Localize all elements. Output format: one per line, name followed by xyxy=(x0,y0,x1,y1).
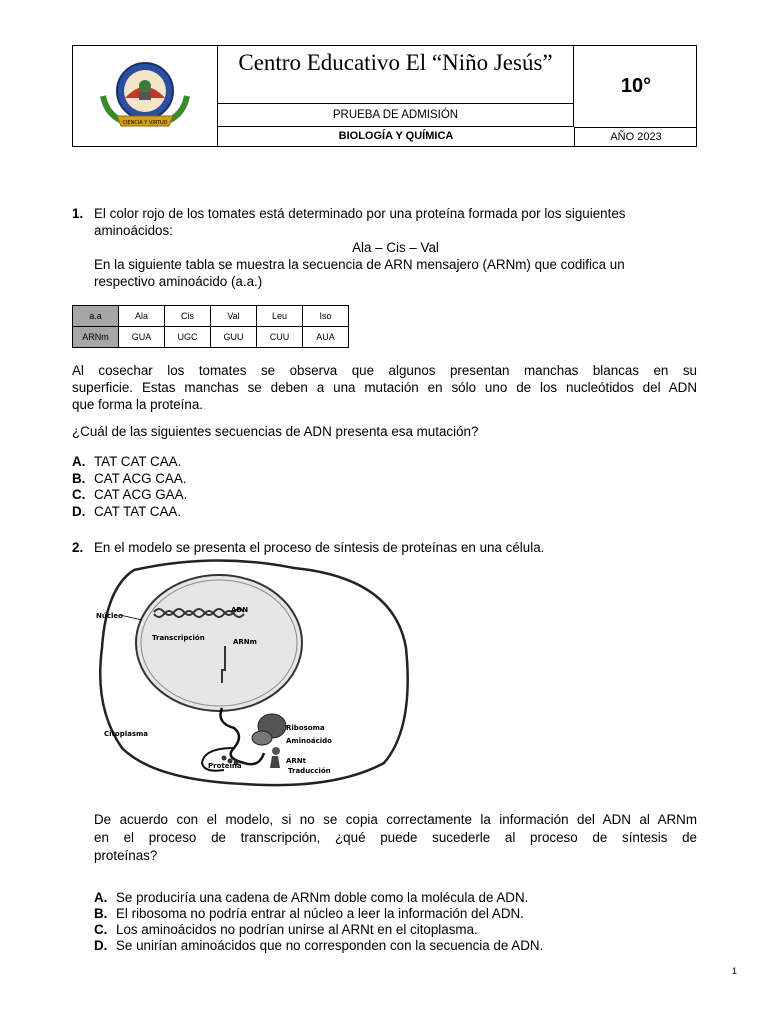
label-adn: ADN xyxy=(231,606,249,614)
q2-number: 2. xyxy=(72,540,84,555)
header-table xyxy=(72,45,697,147)
school-logo-icon xyxy=(73,46,217,146)
q1-option-d[interactable]: D. CAT TAT CAA. xyxy=(72,504,182,519)
table-cell: Ala xyxy=(119,306,165,327)
q2-option-a[interactable]: A. Se produciría una cadena de ARNm doble como la molécula de ADN. xyxy=(94,890,529,905)
q1-para-line2: superficie. Estas manchas se deben a una mutación en sólo uno de los nucleótidos del ADN xyxy=(72,380,697,395)
table-cell: a.a xyxy=(73,306,119,327)
q2-para-line3: proteínas? xyxy=(94,848,158,863)
q1-table-line2: respectivo aminoácido (a.a.) xyxy=(94,274,263,289)
label-traduccion: Traducción xyxy=(288,767,331,775)
q1-option-c[interactable]: C. CAT ACG GAA. xyxy=(72,487,188,502)
q1-intro-line1: El color rojo de los tomates está determinado por una proteína formada por los siguientes xyxy=(94,206,626,221)
table-row xyxy=(73,306,349,327)
table-cell: Leu xyxy=(257,306,303,327)
protein-synthesis-diagram xyxy=(94,558,414,788)
school-name: Centro Educativo El “Niño Jesús” xyxy=(218,46,574,103)
table-cell: Cis xyxy=(165,306,211,327)
label-transcripcion: Transcripción xyxy=(152,634,205,642)
table-cell: GUU xyxy=(211,327,257,348)
table-cell: UGC xyxy=(165,327,211,348)
q1-para-line3: que forma la proteína. xyxy=(72,397,204,412)
q1-question: ¿Cuál de las siguientes secuencias de ADN presenta esa mutación? xyxy=(72,424,479,439)
q2-option-d[interactable]: D. Se unirían aminoácidos que no corresponden con la secuencia de ADN. xyxy=(94,938,544,953)
q2-intro: En el modelo se presenta el proceso de síntesis de proteínas en una célula. xyxy=(94,540,545,555)
q1-option-b[interactable]: B. CAT ACG CAA. xyxy=(72,471,187,486)
logo-cell xyxy=(73,46,218,146)
table-cell: GUA xyxy=(119,327,165,348)
table-row xyxy=(73,327,349,348)
q1-sequence: Ala – Cis – Val xyxy=(352,240,439,255)
q1-number: 1. xyxy=(72,206,84,221)
table-cell: Iso xyxy=(303,306,349,327)
q2-option-b[interactable]: B. El ribosoma no podría entrar al núcleo a leer la información del ADN. xyxy=(94,906,524,921)
q1-intro-line2: aminoácidos: xyxy=(94,223,173,238)
grade-label: 10° xyxy=(620,75,652,97)
table-cell: CUU xyxy=(257,327,303,348)
label-proteina: Proteína xyxy=(208,762,242,770)
q1-option-a[interactable]: A. TAT CAT CAA. xyxy=(72,454,182,469)
q2-option-c[interactable]: C. Los aminoácidos no podrían unirse al ARNt en el citoplasma. xyxy=(94,922,478,937)
subject-label: BIOLOGÍA Y QUÍMICA xyxy=(218,127,575,146)
q2-para-line1: De acuerdo con el modelo, si no se copia correctamente la información del ADN al ARNm xyxy=(94,812,697,827)
page-number: 1 xyxy=(732,966,738,976)
q1-table-line1: En la siguiente tabla se muestra la secuencia de ARN mensajero (ARNm) que codifica un xyxy=(94,257,625,272)
label-nucleo: Núcleo xyxy=(96,612,123,620)
label-arnt: ARNt xyxy=(286,757,307,765)
table-cell: AUA xyxy=(303,327,349,348)
q1-para-line1: Al cosechar los tomates se observa que algunos presentan manchas blancas en su xyxy=(72,363,697,378)
label-ribosoma: Ribosoma xyxy=(286,724,325,732)
table-cell: ARNm xyxy=(73,327,119,348)
label-arnm: ARNm xyxy=(233,638,257,646)
label-aminoacido: Aminoácido xyxy=(286,737,332,745)
exam-title: PRUEBA DE ADMISIÓN xyxy=(218,103,574,127)
q2-para-line2: en el proceso de transcripción, ¿qué puede sucederle al proceso de síntesis de xyxy=(94,830,697,845)
table-cell: Val xyxy=(211,306,257,327)
amino-acid-table xyxy=(72,305,349,348)
svg-text:CIENCIA Y VIRTUD: CIENCIA Y VIRTUD xyxy=(122,120,168,126)
year-label: AÑO 2023 xyxy=(575,127,697,147)
label-citoplasma: Citoplasma xyxy=(104,730,149,738)
